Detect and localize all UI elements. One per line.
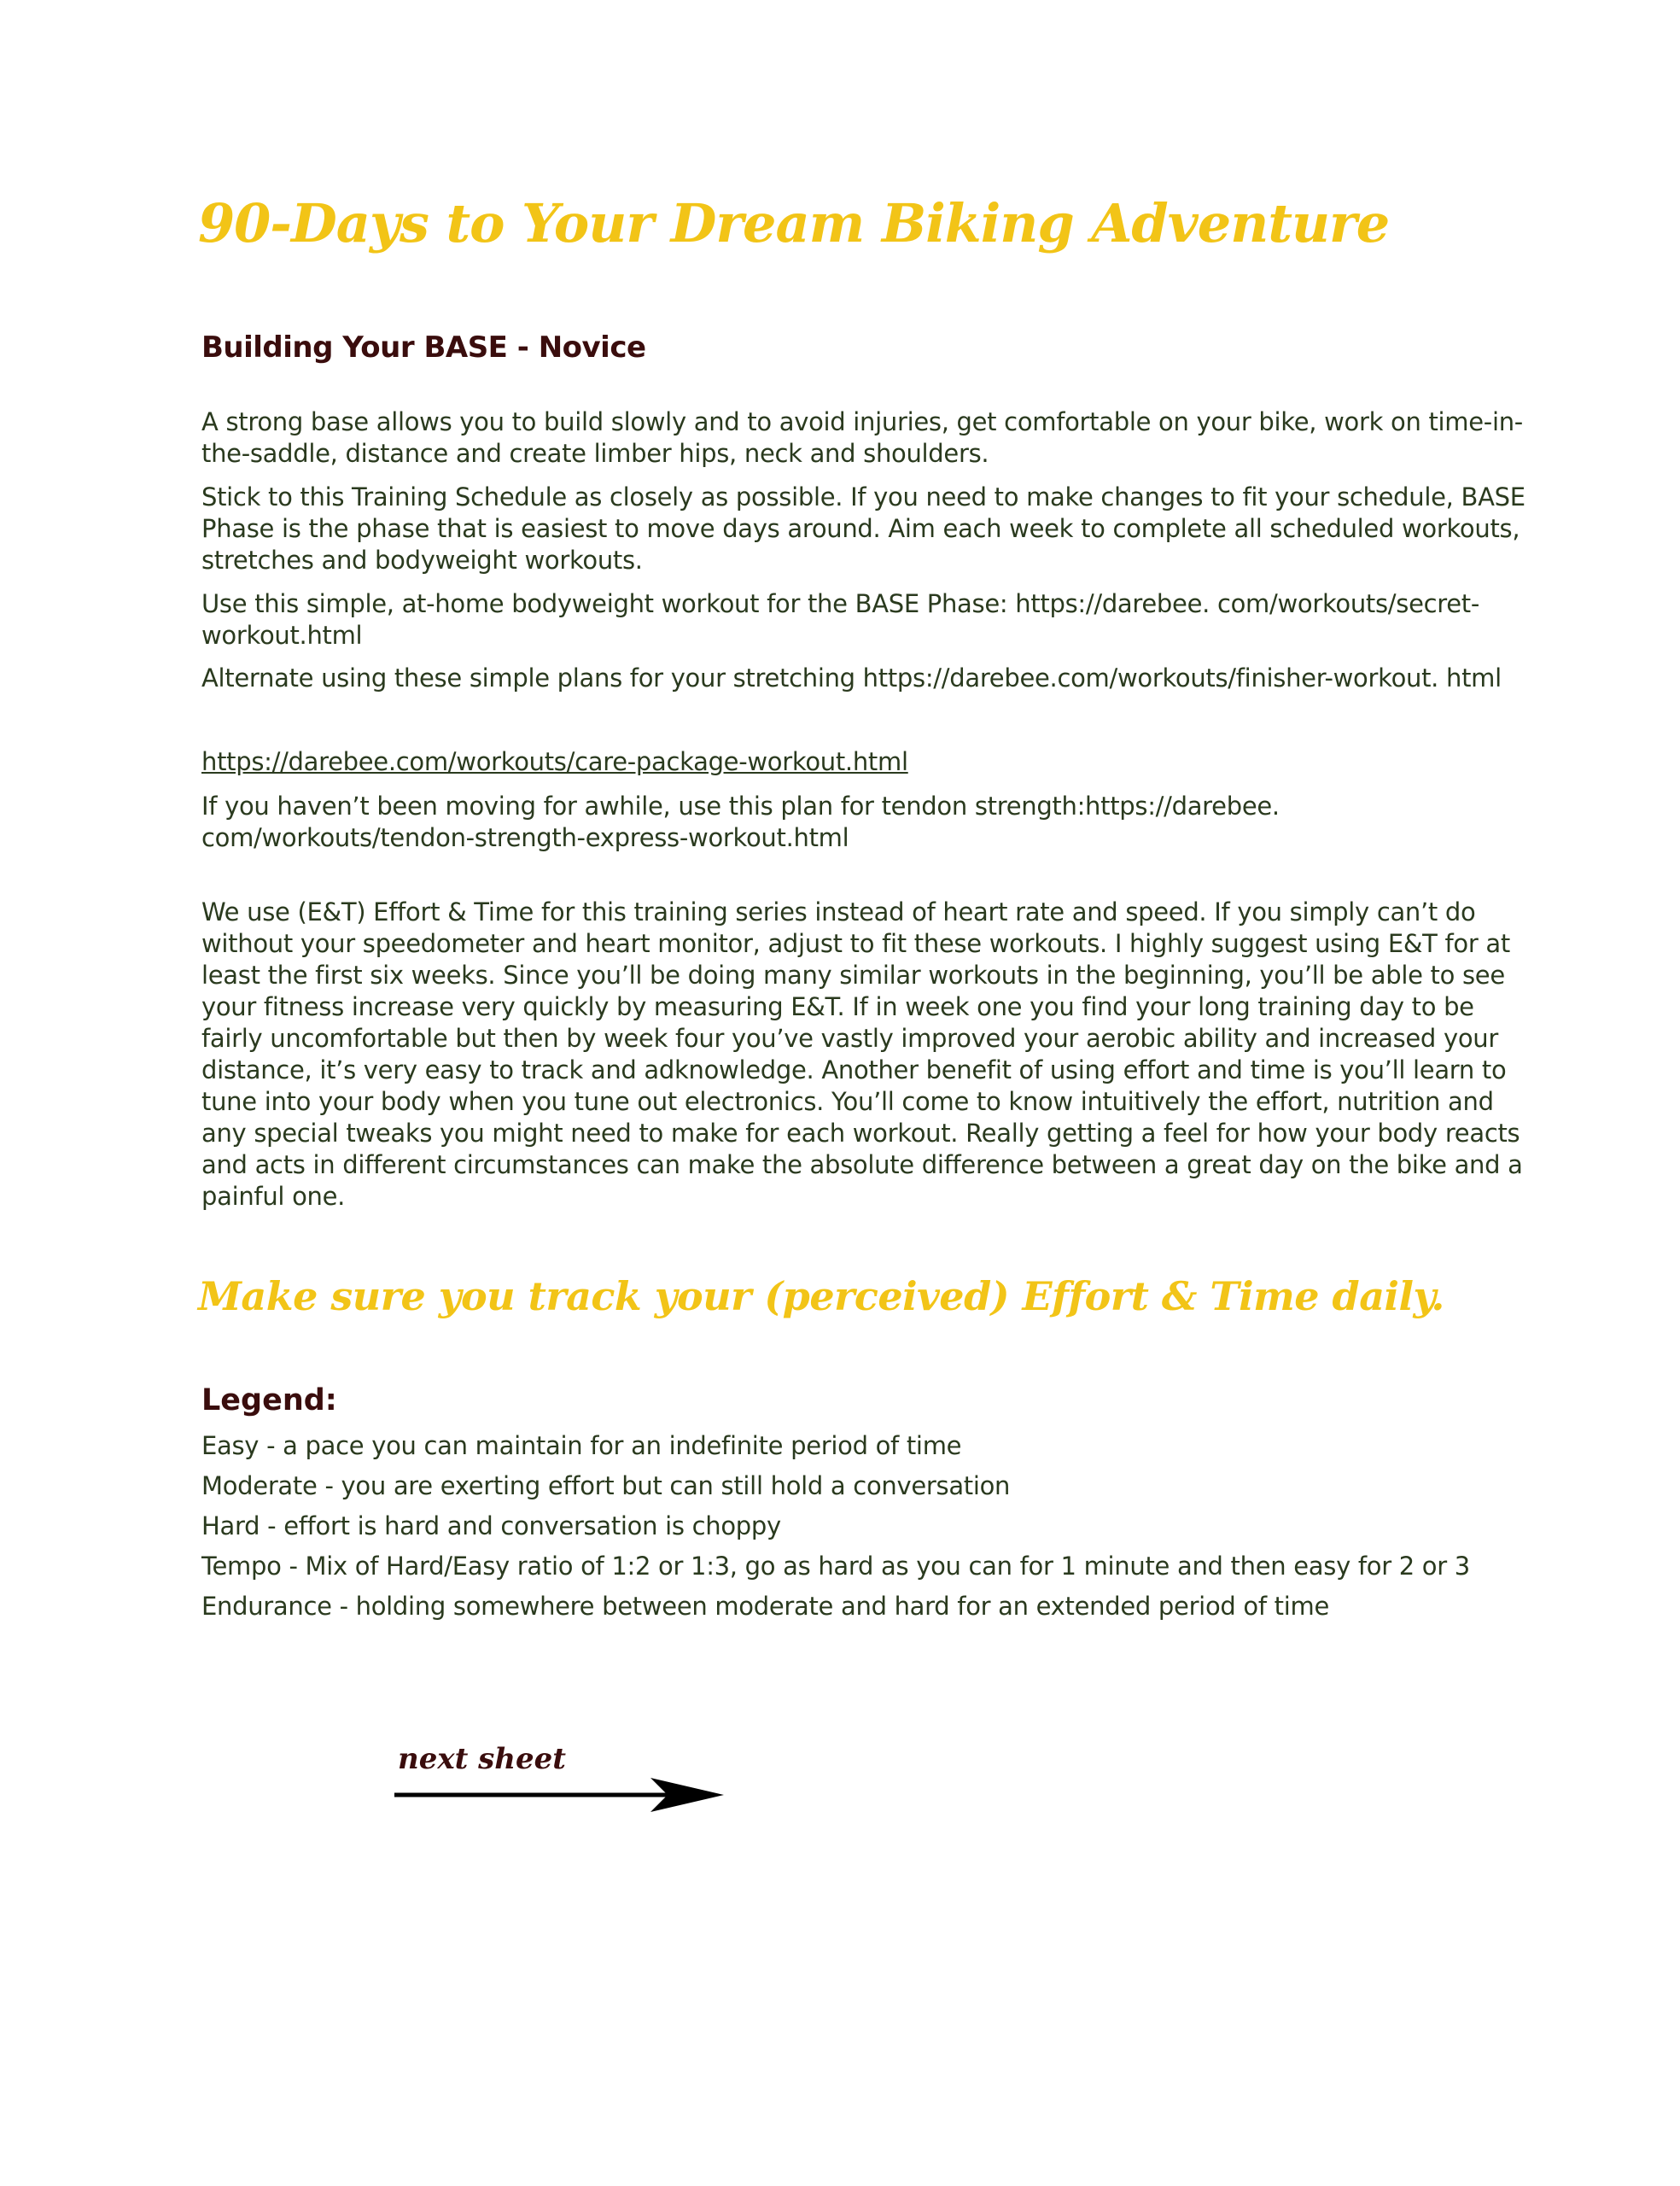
- legend-list: [201, 1426, 1550, 1627]
- legend-item-moderate: Moderate - you are exerting effort but can still hold a conversation: [201, 1471, 1011, 1500]
- bodyweight-workout-paragraph: Use this simple, at-home bodyweight workout for the BASE Phase: https://darebee. com/workouts/secret-workout.html: [201, 589, 1480, 650]
- effort-time-paragraph: We use (E&T) Effort & Time for this training series instead of heart rate and speed. If you simply can’t do without your speedometer and heart monitor, adjust to fit these workouts. I highly suggest using E&T for at least the first six weeks. Since you’ll be doing many similar workouts in the beginning, you’ll be able to see your fitness increase very quickly by measuring E&T. If in week one you find your long training day to be fairly uncomfortable but then by week four you’ve vastly improved your aerobic ability and increased your distance, it’s very easy to track and adknowledge. Another benefit of using effort and time is you’ll learn to tune into your body when you tune out electronics. You’ll come to know intuitively the effort, nutrition and any special tweaks you might need to make for each workout. Really getting a feel for how your body reacts and acts in different circumstances can make the absolute difference between a great day on the bike and a painful one.: [201, 897, 1523, 1211]
- legend-heading: Legend:: [201, 1383, 337, 1417]
- page-title: 90-Days to Your Dream Biking Adventure: [198, 192, 1390, 254]
- next-sheet-label: next sheet: [398, 1742, 566, 1776]
- legend-item-tempo: Tempo - Mix of Hard/Easy ratio of 1:2 or 1:3, go as hard as you can for 1 minute and then easy for 2 or 3: [201, 1552, 1470, 1581]
- intro-paragraph: A strong base allows you to build slowly and to avoid injuries, get comfortable on your bike, work on time-in-the-saddle, distance and create limber hips, neck and shoulders.: [201, 407, 1523, 468]
- care-package-link[interactable]: https://darebee.com/workouts/care-package-workout.html: [201, 747, 908, 776]
- care-package-link-paragraph: [201, 746, 1533, 778]
- legend-item-endurance: Endurance - holding somewhere between moderate and hard for an extended period of time: [201, 1592, 1330, 1621]
- section-heading: Building Your BASE - Novice: [201, 330, 646, 365]
- tendon-strength-paragraph: If you haven’t been moving for awhile, use this plan for tendon strength:https://darebee. com/workouts/tendon-strength-express-workout.html: [201, 792, 1280, 852]
- legend-item-hard: Hard - effort is hard and conversation is choppy: [201, 1511, 781, 1540]
- tagline: Make sure you track your (perceived) Effort & Time daily.: [198, 1273, 1444, 1319]
- next-sheet-link[interactable]: [394, 1742, 736, 1819]
- stretching-plan-paragraph: Alternate using these simple plans for your stretching https://darebee.com/workouts/finisher-workout. html: [201, 663, 1502, 693]
- schedule-paragraph: Stick to this Training Schedule as closely as possible. If you need to make changes to fit your schedule, BASE Phase is the phase that is easiest to move days around. Aim each week to complete all scheduled workouts, stretches and bodyweight workouts.: [201, 482, 1525, 575]
- right-arrow-icon: [394, 1776, 727, 1814]
- legend-item-easy: Easy - a pace you can maintain for an indefinite period of time: [201, 1431, 962, 1460]
